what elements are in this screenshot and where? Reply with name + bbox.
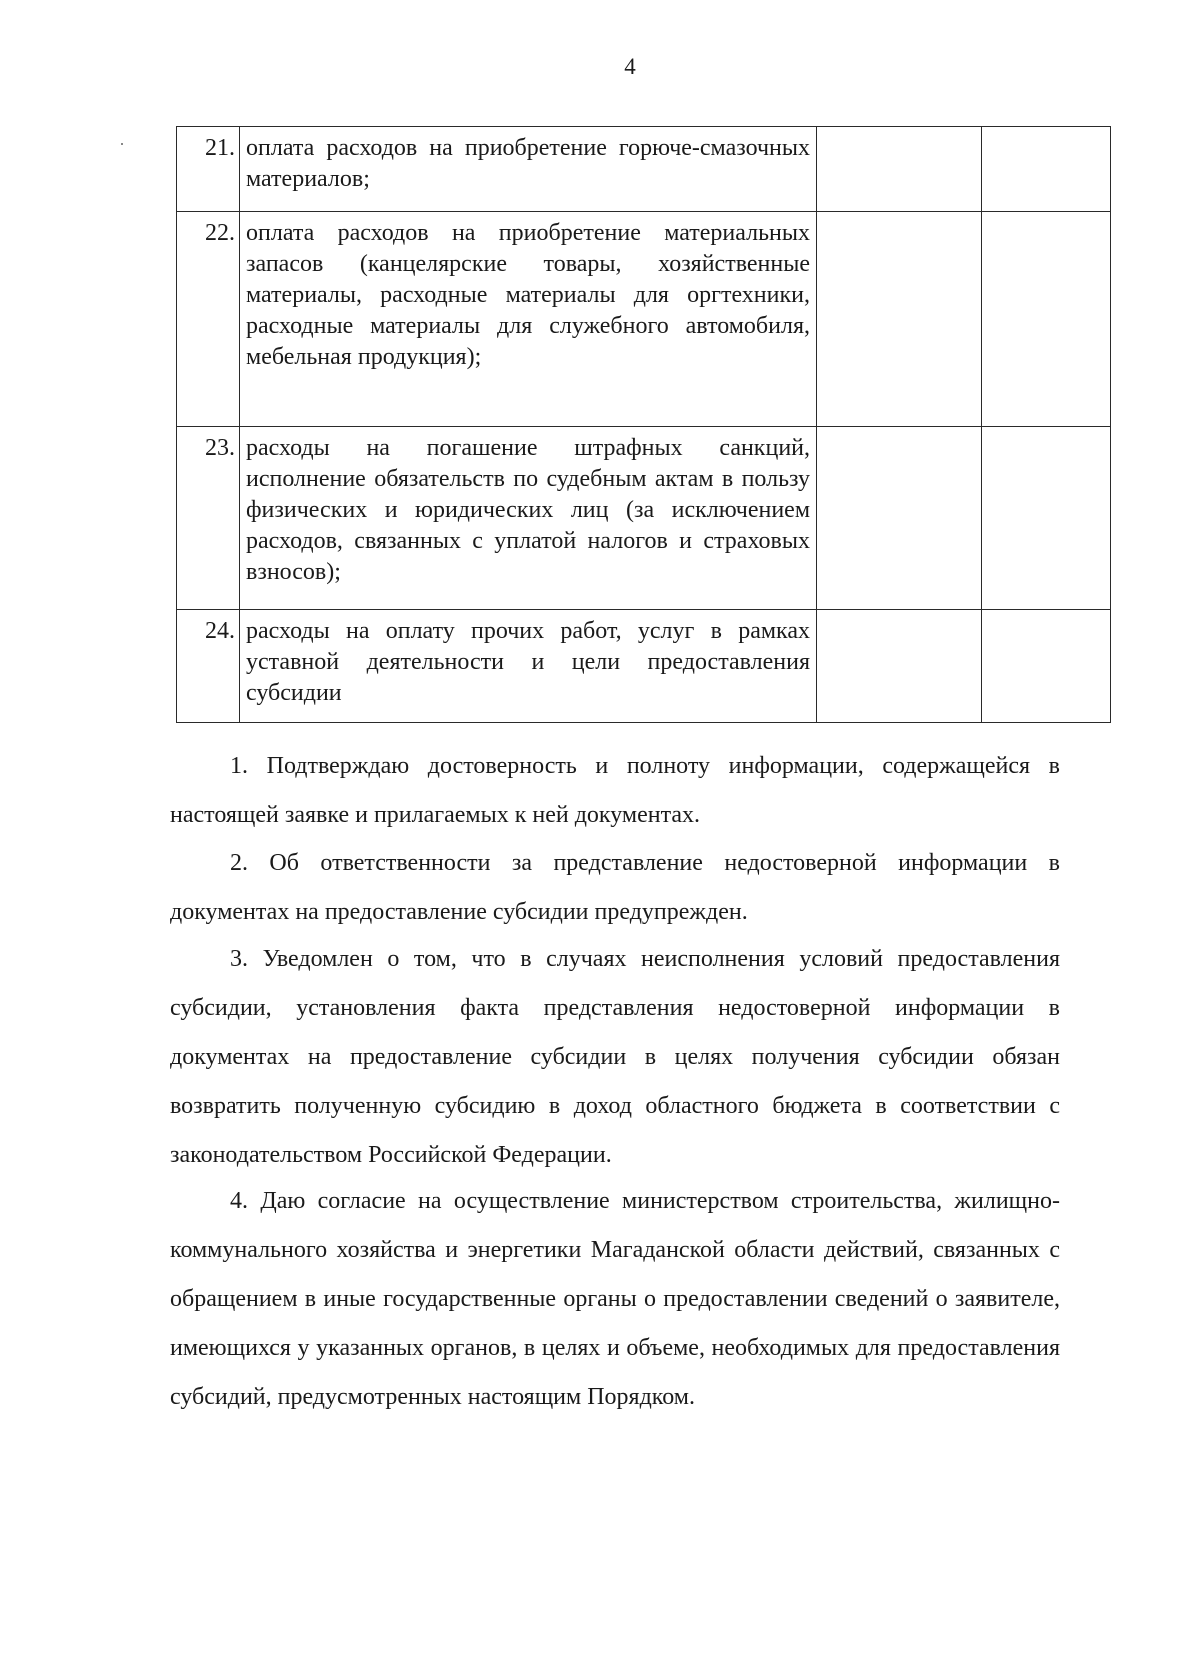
table-row (177, 127, 1111, 212)
empty-cell (982, 427, 1111, 610)
empty-cell (817, 427, 982, 610)
table-row (177, 427, 1111, 610)
scan-mark (121, 143, 123, 145)
row-number: 21. (177, 127, 240, 212)
table-row (177, 212, 1111, 427)
expense-table (176, 126, 1111, 723)
paragraph-2: 2. Об ответственности за представление недостоверной информации в документах на предоставление субсидии предупрежден. (170, 850, 1060, 925)
empty-cell (817, 127, 982, 212)
row-description: оплата расходов на приобретение материальных запасов (канцелярские товары, хозяйственные материалы, расходные материалы для оргтехники, расходные материалы для служебного автомобиля, мебельная продукция); (240, 212, 817, 427)
paragraph-3: 3. Уведомлен о том, что в случаях неисполнения условий предоставления субсидии, установления факта представления недостоверной информации в документах на предоставление субсидии в целях получения субсидии обязан возвратить полученную субсидию в доход областного бюджета в соответствии с законодательством Российской Федерации. (170, 946, 1060, 1168)
empty-cell (817, 212, 982, 427)
paragraph-4: 4. Даю согласие на осуществление министерством строительства, жилищно-коммунального хозяйства и энергетики Магаданской области действий, связанных с обращением в иные государственные органы о предоставлении сведений о заявителе, имеющихся у указанных органов, в целях и объеме, необходимых для предоставления субсидий, предусмотренных настоящим Порядком. (170, 1188, 1060, 1410)
row-number: 24. (177, 610, 240, 723)
empty-cell (817, 610, 982, 723)
row-description: расходы на оплату прочих работ, услуг в рамках уставной деятельности и цели предоставления субсидии (240, 610, 817, 723)
empty-cell (982, 212, 1111, 427)
row-number: 23. (177, 427, 240, 610)
empty-cell (982, 127, 1111, 212)
page-number: 4 (624, 54, 636, 79)
declaration-text (170, 742, 1060, 1422)
table-row (177, 610, 1111, 723)
empty-cell (982, 610, 1111, 723)
paragraph-1: 1. Подтверждаю достоверность и полноту информации, содержащейся в настоящей заявке и прилагаемых к ней документах. (170, 753, 1060, 828)
row-description: оплата расходов на приобретение горюче-смазочных материалов; (240, 127, 817, 212)
row-number: 22. (177, 212, 240, 427)
row-description: расходы на погашение штрафных санкций, исполнение обязательств по судебным актам в пользу физических и юридических лиц (за исключением расходов, связанных с уплатой налогов и страховых взносов); (240, 427, 817, 610)
